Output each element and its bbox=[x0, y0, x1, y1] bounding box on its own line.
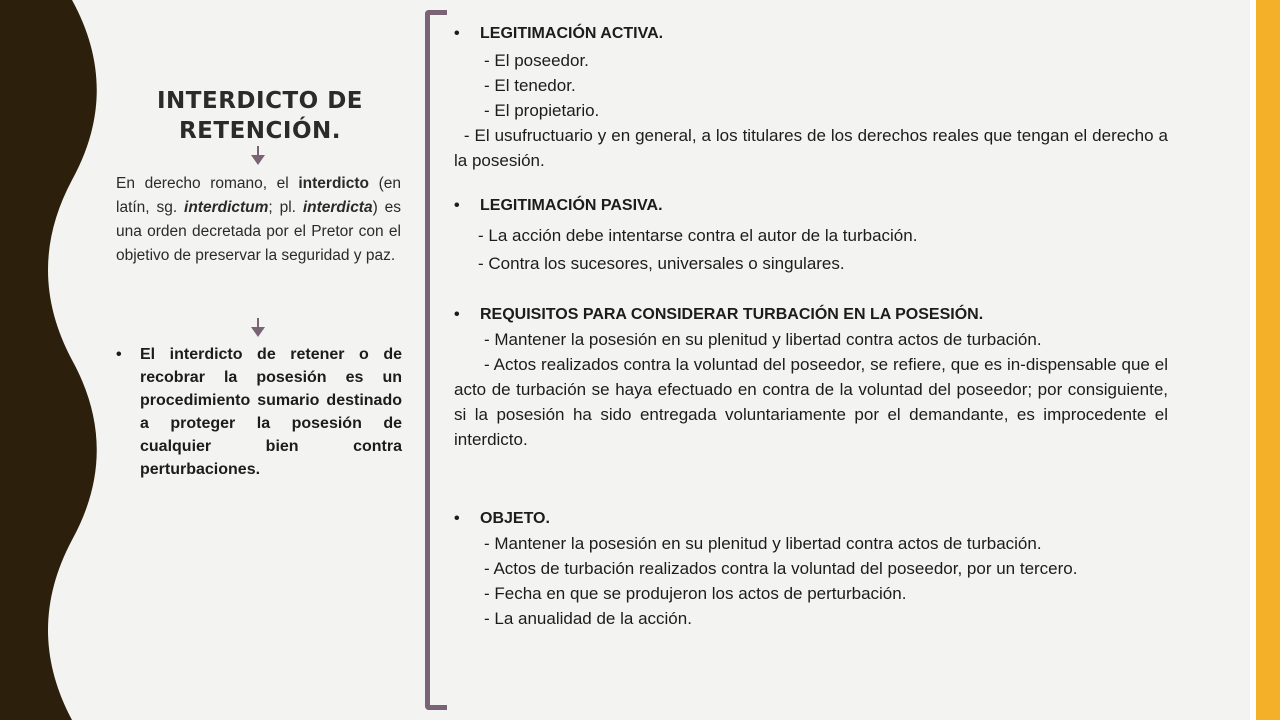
paragraph: - Fecha en que se produjeron los actos de perturbación. bbox=[484, 584, 907, 603]
list-item: - La acción debe intentarse contra el autor de la turbación. bbox=[478, 226, 918, 245]
bullet-icon: • bbox=[454, 510, 460, 527]
down-arrow-icon bbox=[251, 146, 265, 168]
paragraph: - Actos de turbación realizados contra la voluntad del poseedor, por un tercero. bbox=[484, 559, 1078, 578]
title-line-1: INTERDICTO DE bbox=[157, 88, 363, 114]
section-requisitos bbox=[454, 303, 1168, 452]
bullet-icon: • bbox=[116, 346, 122, 363]
bullet-icon: • bbox=[454, 197, 460, 214]
list-item: - El propietario. bbox=[484, 101, 600, 120]
list-item: - El usufructuario y en general, a los titulares de los derechos reales que tengan el derecho a la posesión. bbox=[454, 126, 1173, 170]
decorative-wave-bar bbox=[0, 0, 100, 720]
section-objeto bbox=[454, 507, 1168, 631]
paragraph: - Mantener la posesión en su plenitud y libertad contra actos de turbación. bbox=[484, 534, 1042, 553]
paragraph: - Actos realizados contra la voluntad del poseedor, se refiere, que es in-dispensable que el acto de turbación se haya efectuado en contra de la voluntad del poseedor; por consiguiente, si la posesión ha sido entregada voluntariamente por el demandante, es improcedente el interdicto. bbox=[454, 355, 1168, 449]
section-heading: • OBJETO. bbox=[454, 507, 1168, 531]
section-legitimacion-pasiva bbox=[454, 194, 1168, 278]
down-arrow-icon bbox=[251, 318, 265, 340]
section-heading: • LEGITIMACIÓN PASIVA. bbox=[454, 194, 1168, 218]
paragraph: - La anualidad de la acción. bbox=[484, 609, 692, 628]
list-item: - El tenedor. bbox=[484, 76, 576, 95]
paragraph: - Mantener la posesión en su plenitud y libertad contra actos de turbación. bbox=[484, 330, 1042, 349]
right-accent-strip bbox=[1256, 0, 1280, 720]
left-bullet-text: El interdicto de retener o de recobrar la posesión es un procedimiento sumario destinado a proteger la posesión de cualquier bien contra perturbaciones. bbox=[140, 346, 402, 478]
section-legitimacion-activa bbox=[454, 22, 1173, 173]
section-heading: • REQUISITOS PARA CONSIDERAR TURBACIÓN EN LA POSESIÓN. bbox=[454, 303, 1168, 327]
list-item: - Contra los sucesores, universales o singulares. bbox=[478, 254, 845, 273]
title-line-2: RETENCIÓN. bbox=[178, 118, 342, 144]
bullet-icon: • bbox=[454, 25, 460, 42]
bracket-divider bbox=[425, 10, 447, 710]
bullet-icon: • bbox=[454, 306, 460, 323]
left-bullet-item bbox=[116, 343, 402, 481]
section-heading: • LEGITIMACIÓN ACTIVA. bbox=[454, 22, 1168, 46]
list-item: - El poseedor. bbox=[484, 51, 589, 70]
intro-paragraph: En derecho romano, el interdicto (en latín, sg. interdictum; pl. interdicta) es una orden decretada por el Pretor con el objetivo de preservar la seguridad y paz. bbox=[116, 175, 401, 264]
slide-title bbox=[120, 86, 400, 146]
